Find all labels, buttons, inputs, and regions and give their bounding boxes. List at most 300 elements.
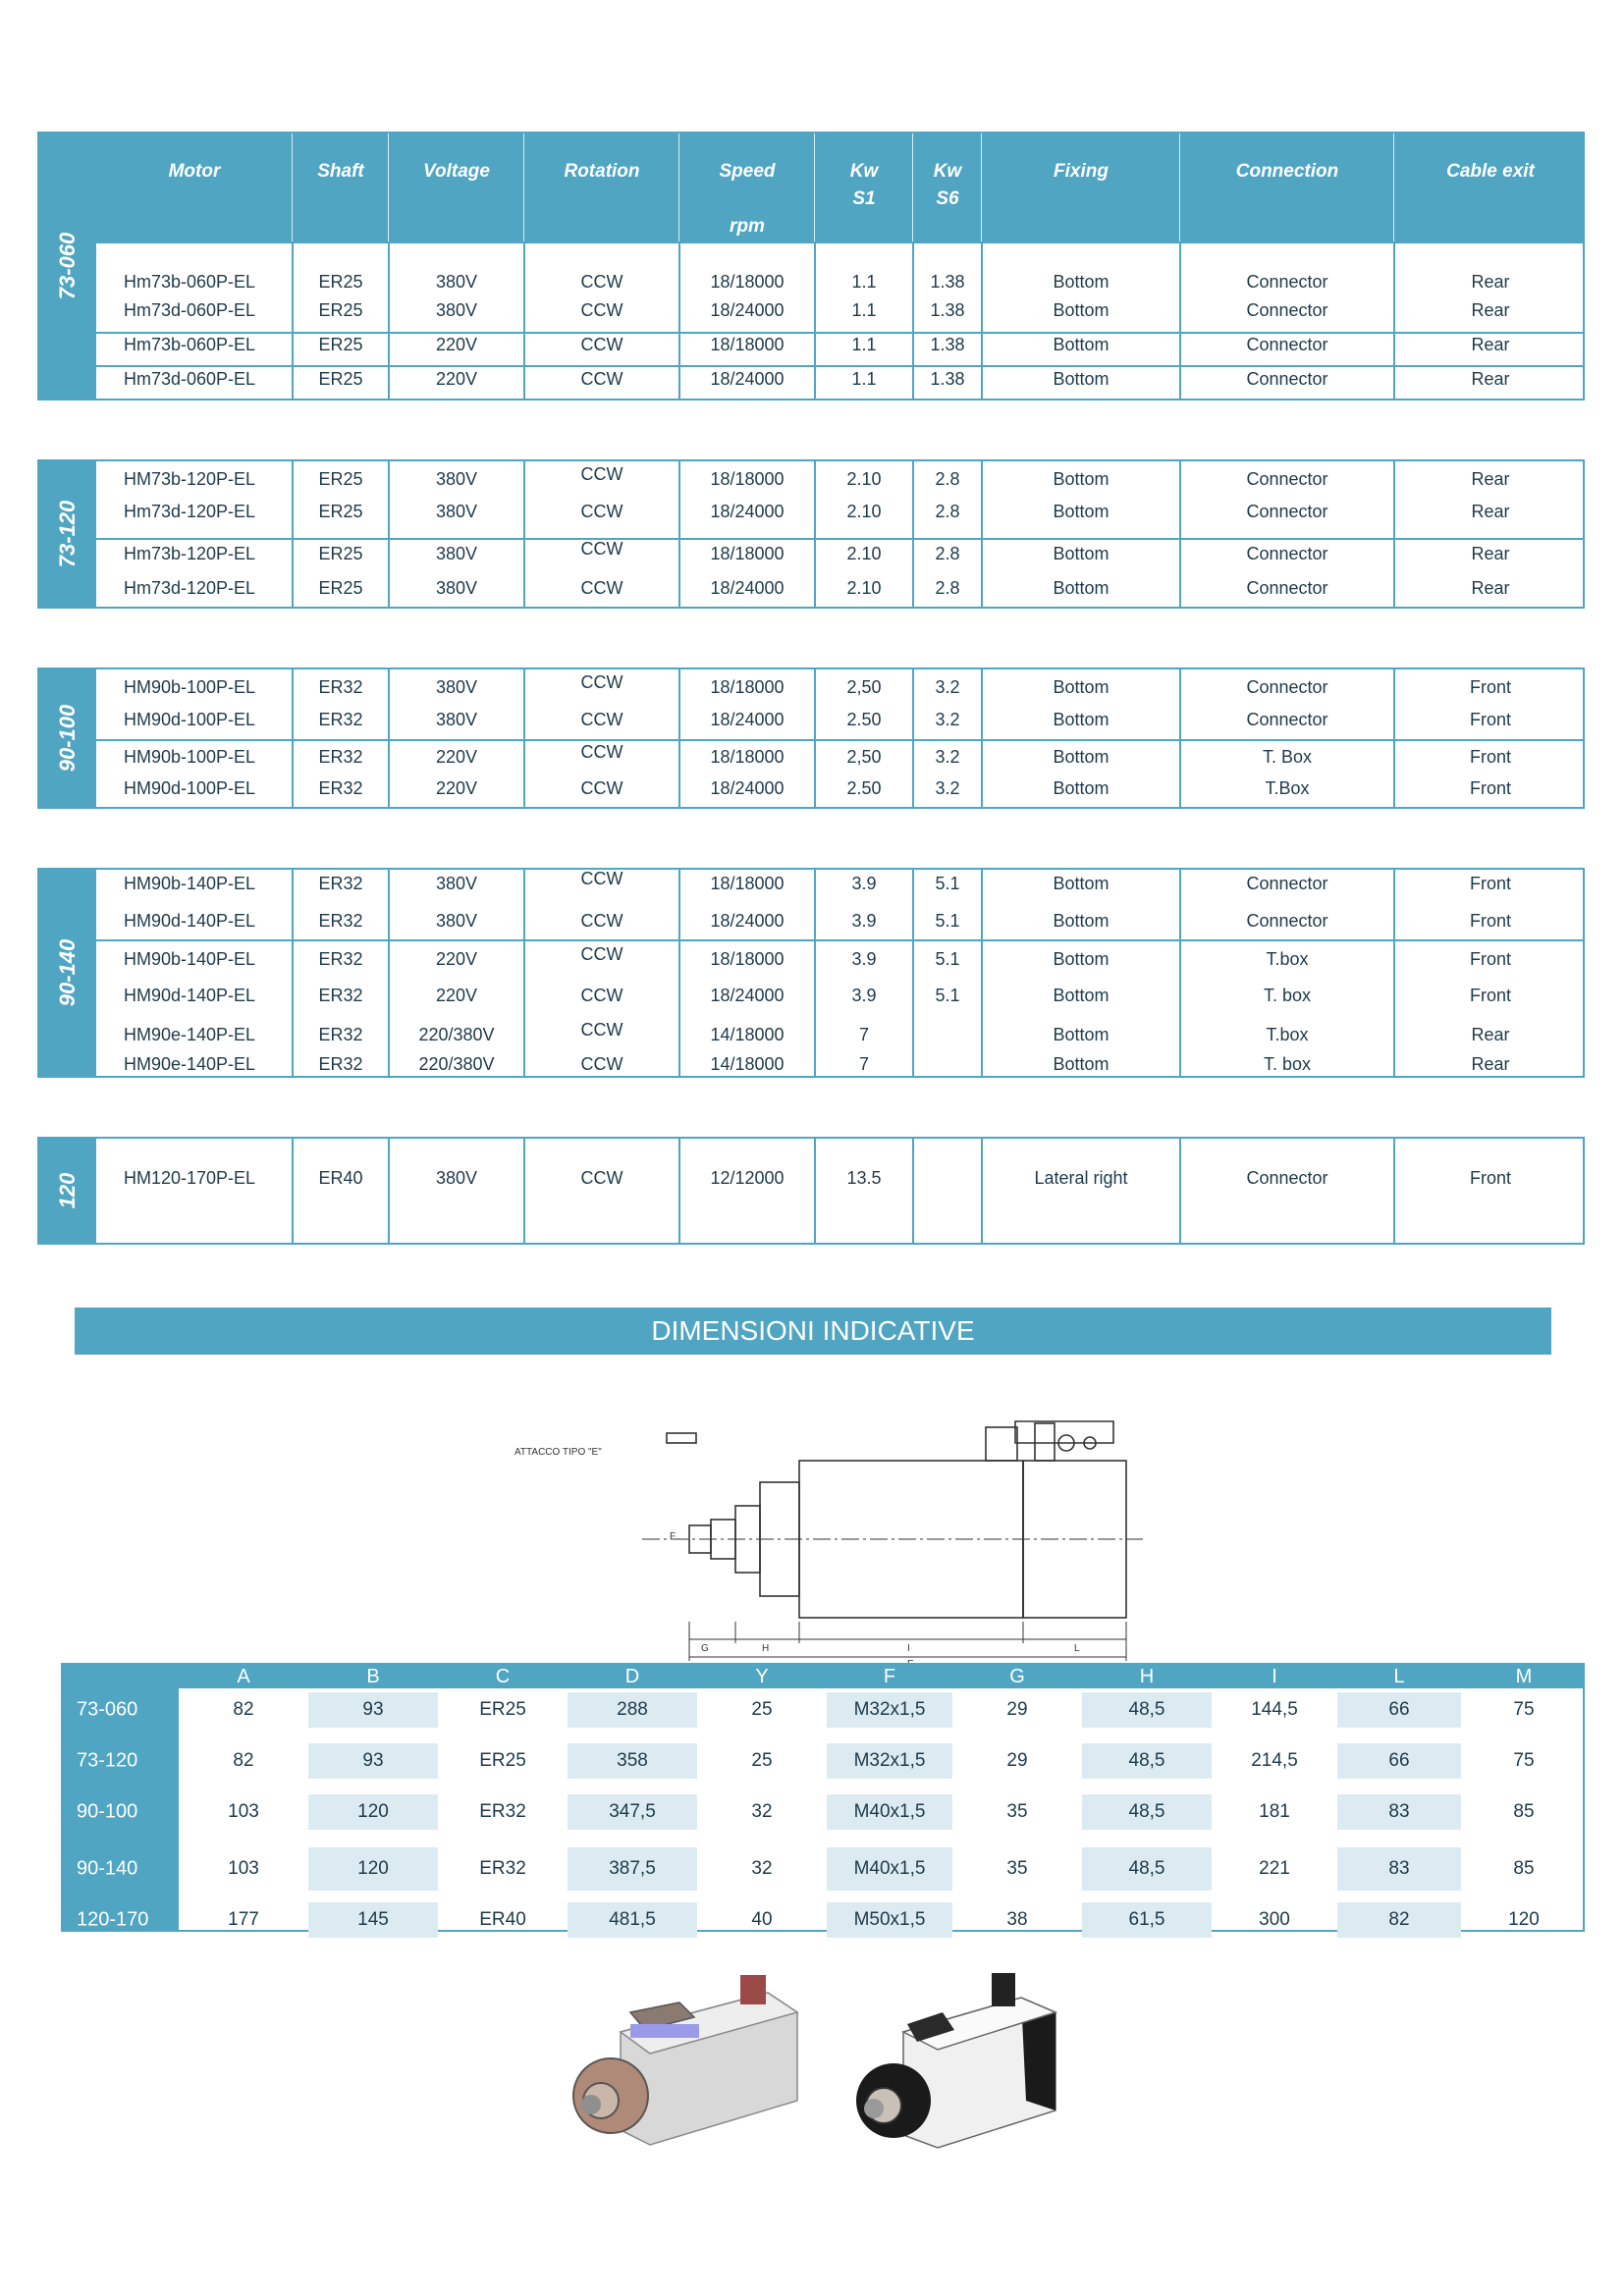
- spec-cell: Connector: [1246, 335, 1328, 354]
- dims-value: 66: [1388, 1750, 1410, 1771]
- column-divider: [981, 1139, 983, 1243]
- column-header: [1394, 133, 1587, 241]
- motor-model: HM90b-100P-EL: [124, 677, 256, 697]
- motor-model: Hm73d-120P-EL: [124, 578, 256, 598]
- spec-cell: 2.50: [846, 710, 882, 729]
- spec-cell: Bottom: [1053, 1025, 1110, 1044]
- spec-cell: Front: [1469, 874, 1511, 893]
- spec-cell: 18/18000: [710, 874, 785, 893]
- column-divider: [912, 1139, 914, 1243]
- dims-row-label: 90-140: [77, 1857, 138, 1880]
- spec-cell: 5.1: [935, 949, 960, 969]
- dims-column-header: I: [1272, 1666, 1277, 1687]
- spec-cell: CCW: [580, 1020, 623, 1040]
- spec-cell: 380V: [435, 502, 478, 521]
- spec-cell: Connector: [1246, 874, 1328, 893]
- dims-value: 85: [1513, 1801, 1535, 1822]
- dims-value: 82: [1388, 1909, 1410, 1930]
- spec-cell: ER25: [318, 469, 363, 489]
- column-divider: [292, 1139, 294, 1243]
- spec-cell: CCW: [580, 539, 623, 559]
- motor-model: HM73b-120P-EL: [124, 469, 256, 489]
- spec-cell: T.box: [1266, 949, 1309, 969]
- spec-cell: T. box: [1263, 1054, 1312, 1074]
- group-label: 90-100: [55, 704, 80, 773]
- dims-value: 66: [1388, 1699, 1410, 1720]
- motor-model: HM90b-140P-EL: [124, 949, 256, 969]
- spec-cell: CCW: [580, 1168, 623, 1188]
- column-divider: [1393, 1139, 1395, 1243]
- dims-value: M40x1,5: [853, 1801, 926, 1822]
- spec-cell: 1.38: [930, 335, 965, 354]
- spec-cell: Rear: [1471, 578, 1510, 598]
- dims-row-label: 73-060: [77, 1698, 138, 1721]
- dimension-letter: H: [762, 1643, 770, 1654]
- spec-cell: ER32: [318, 949, 363, 969]
- spec-cell: CCW: [580, 710, 623, 729]
- dims-value: 25: [751, 1699, 773, 1720]
- spec-cell: ER32: [318, 911, 363, 931]
- dims-column-header: H: [1139, 1666, 1155, 1687]
- spec-cell: Bottom: [1053, 300, 1110, 320]
- motor-model: HM90e-140P-EL: [124, 1054, 256, 1074]
- motor-model: HM90b-140P-EL: [124, 874, 256, 893]
- spec-cell: T.Box: [1265, 778, 1310, 798]
- spec-group-1: [37, 459, 1585, 609]
- spec-cell: Rear: [1471, 469, 1510, 489]
- header-line-1: Kw: [849, 161, 879, 182]
- spec-cell: CCW: [580, 911, 623, 931]
- spec-cell: 380V: [435, 469, 478, 489]
- dims-value: 25: [751, 1750, 773, 1771]
- spec-cell: 1.1: [851, 369, 877, 389]
- spec-cell: Rear: [1471, 272, 1510, 292]
- header-line-1: Rotation: [564, 161, 640, 182]
- spec-cell: CCW: [580, 464, 623, 484]
- spec-cell: 220V: [435, 335, 478, 354]
- spec-cell: Front: [1469, 949, 1511, 969]
- spec-cell: 2.8: [935, 544, 960, 563]
- column-divider: [814, 1139, 816, 1243]
- spec-cell: Front: [1469, 1168, 1511, 1188]
- spec-cell: Bottom: [1053, 578, 1110, 598]
- dims-column-header: C: [495, 1666, 511, 1687]
- spec-cell: 380V: [435, 578, 478, 598]
- spec-cell: 18/24000: [710, 911, 785, 931]
- dims-value: 481,5: [609, 1909, 656, 1930]
- dimension-letter: I: [907, 1643, 910, 1654]
- spec-cell: Bottom: [1053, 677, 1110, 697]
- section-banner: DIMENSIONI INDICATIVE: [75, 1308, 1551, 1355]
- spec-cell: 5.1: [935, 986, 960, 1005]
- group-side-label: [39, 669, 96, 807]
- spec-cell: CCW: [580, 742, 623, 762]
- dims-value: 61,5: [1128, 1909, 1165, 1930]
- spec-cell: 3.2: [935, 677, 960, 697]
- motor-model: HM120-170P-EL: [124, 1168, 256, 1188]
- dims-column-header: F: [883, 1666, 896, 1687]
- spec-cell: 18/18000: [710, 949, 785, 969]
- spec-cell: T.box: [1266, 1025, 1309, 1044]
- spec-cell: Connector: [1246, 578, 1328, 598]
- header-line-2: rpm: [730, 216, 765, 237]
- spec-cell: 18/24000: [710, 300, 785, 320]
- spec-cell: 220V: [435, 949, 478, 969]
- dims-value: 82: [233, 1699, 254, 1720]
- dims-value: 48,5: [1128, 1801, 1165, 1822]
- spec-cell: 18/18000: [710, 544, 785, 563]
- spec-cell: CCW: [580, 335, 623, 354]
- dims-column-header: A: [237, 1666, 250, 1687]
- spec-cell: 220V: [435, 369, 478, 389]
- motor-model: HM90d-140P-EL: [124, 911, 256, 931]
- spec-cell: 380V: [435, 677, 478, 697]
- spec-cell: 2,50: [846, 747, 882, 767]
- dims-value: 48,5: [1128, 1750, 1165, 1771]
- dims-value: 48,5: [1128, 1699, 1165, 1720]
- spec-cell: 380V: [435, 544, 478, 563]
- motor-photo-left: [562, 1973, 817, 2160]
- spec-cell: Connector: [1246, 544, 1328, 563]
- dims-row-label: 73-120: [77, 1749, 138, 1772]
- group-side-label: [39, 1139, 96, 1243]
- group-label: 90-140: [55, 938, 80, 1007]
- spec-cell: 3.9: [851, 911, 877, 931]
- dims-value: 177: [228, 1909, 259, 1930]
- dimension-letter: G: [701, 1643, 709, 1654]
- spec-cell: Bottom: [1053, 874, 1110, 893]
- spec-cell: Front: [1469, 778, 1511, 798]
- dims-value: ER40: [479, 1909, 526, 1930]
- motor-model: HM90e-140P-EL: [124, 1025, 256, 1044]
- dims-column-header: M: [1515, 1666, 1533, 1687]
- dims-value: M50x1,5: [853, 1909, 926, 1930]
- motor-model: HM90d-100P-EL: [124, 710, 256, 729]
- spec-cell: 2.10: [846, 544, 882, 563]
- header-line-2: S1: [852, 188, 876, 209]
- spec-cell: ER25: [318, 300, 363, 320]
- spec-cell: 18/24000: [710, 778, 785, 798]
- dims-value: ER32: [479, 1801, 526, 1822]
- spec-cell: Front: [1469, 747, 1511, 767]
- dims-value: 40: [751, 1909, 773, 1930]
- spec-cell: 2,50: [846, 677, 882, 697]
- spec-cell: 1.38: [930, 300, 965, 320]
- row-divider: [96, 739, 1583, 741]
- spec-cell: 1.38: [930, 272, 965, 292]
- spec-cell: 3.9: [851, 949, 877, 969]
- spec-cell: 2.8: [935, 469, 960, 489]
- spec-cell: Rear: [1471, 544, 1510, 563]
- dims-value: 144,5: [1251, 1699, 1298, 1720]
- spec-cell: ER32: [318, 747, 363, 767]
- spec-cell: ER40: [318, 1168, 363, 1188]
- header-line-1: Speed: [719, 161, 776, 182]
- spec-cell: CCW: [580, 300, 623, 320]
- dims-value: 288: [617, 1699, 648, 1720]
- spec-cell: ER25: [318, 502, 363, 521]
- spec-cell: CCW: [580, 578, 623, 598]
- spec-cell: CCW: [580, 1054, 623, 1074]
- spec-cell: 18/24000: [710, 986, 785, 1005]
- spec-cell: Bottom: [1053, 469, 1110, 489]
- dims-value: 82: [233, 1750, 254, 1771]
- spec-cell: 220/380V: [418, 1054, 495, 1074]
- spec-cell: Front: [1469, 710, 1511, 729]
- dims-value: 35: [1006, 1858, 1028, 1879]
- spec-cell: CCW: [580, 869, 623, 888]
- column-header: [679, 133, 815, 241]
- motor-model: HM90d-140P-EL: [124, 986, 256, 1005]
- spec-cell: 18/18000: [710, 677, 785, 697]
- motor-photo-right: [844, 1973, 1070, 2160]
- spec-cell: 7: [858, 1025, 869, 1044]
- spec-cell: 2.10: [846, 469, 882, 489]
- motor-model: Hm73b-060P-EL: [124, 272, 256, 292]
- dimension-letter: F: [670, 1531, 677, 1542]
- spec-cell: 220/380V: [418, 1025, 495, 1044]
- column-header: [982, 133, 1180, 241]
- dims-column-header: B: [366, 1666, 380, 1687]
- spec-cell: ER25: [318, 578, 363, 598]
- spec-cell: 18/24000: [710, 502, 785, 521]
- dimension-letter: L: [1074, 1643, 1080, 1654]
- dims-column-header: G: [1009, 1666, 1025, 1687]
- spec-cell: Rear: [1471, 300, 1510, 320]
- dims-value: M32x1,5: [853, 1699, 926, 1720]
- spec-group-0: [37, 132, 1585, 400]
- column-divider: [523, 1139, 525, 1243]
- spec-cell: 18/24000: [710, 578, 785, 598]
- spec-cell: Bottom: [1053, 502, 1110, 521]
- spec-cell: Connector: [1246, 469, 1328, 489]
- spec-group-3: [37, 868, 1585, 1078]
- group-label: 120: [55, 1172, 80, 1209]
- dims-value: 120: [357, 1801, 389, 1822]
- dims-value: 85: [1513, 1858, 1535, 1879]
- spec-cell: 1.1: [851, 335, 877, 354]
- dims-value: 83: [1388, 1801, 1410, 1822]
- dims-value: 35: [1006, 1801, 1028, 1822]
- spec-cell: CCW: [580, 272, 623, 292]
- spec-cell: 18/24000: [710, 710, 785, 729]
- column-header: [293, 133, 389, 241]
- dimensions-table: [61, 1663, 1585, 1932]
- dims-row-label: 90-100: [77, 1800, 138, 1823]
- spec-cell: Front: [1469, 911, 1511, 931]
- dims-value: 29: [1006, 1699, 1028, 1720]
- dims-value: 387,5: [609, 1858, 656, 1879]
- dims-value: 347,5: [609, 1801, 656, 1822]
- spec-cell: 380V: [435, 710, 478, 729]
- spec-cell: Bottom: [1053, 272, 1110, 292]
- header-line-1: Voltage: [423, 161, 490, 182]
- motor-model: Hm73b-060P-EL: [124, 335, 256, 354]
- dims-value: 32: [751, 1858, 773, 1879]
- dims-value: 83: [1388, 1858, 1410, 1879]
- spec-cell: T. Box: [1262, 747, 1313, 767]
- motor-model: HM90b-100P-EL: [124, 747, 256, 767]
- spec-cell: ER25: [318, 272, 363, 292]
- spec-cell: ER32: [318, 986, 363, 1005]
- motor-model: HM90d-100P-EL: [124, 778, 256, 798]
- column-divider: [388, 1139, 390, 1243]
- spec-cell: Connector: [1246, 911, 1328, 931]
- spec-cell: Bottom: [1053, 710, 1110, 729]
- spec-cell: T. box: [1263, 986, 1312, 1005]
- column-header: [913, 133, 982, 241]
- row-divider: [96, 939, 1583, 941]
- group-side-label: [39, 461, 96, 607]
- spec-cell: CCW: [580, 986, 623, 1005]
- dims-value: 214,5: [1251, 1750, 1298, 1771]
- row-divider: [96, 538, 1583, 540]
- row-divider: [96, 365, 1583, 367]
- dims-value: 145: [357, 1909, 389, 1930]
- motor-model: Hm73d-120P-EL: [124, 502, 256, 521]
- header-line-1: Cable exit: [1446, 161, 1535, 182]
- spec-cell: Connector: [1246, 272, 1328, 292]
- spec-cell: ER25: [318, 544, 363, 563]
- dims-value: M40x1,5: [853, 1858, 926, 1879]
- dims-value: M32x1,5: [853, 1750, 926, 1771]
- header-line-1: Kw: [933, 161, 962, 182]
- dimension-drawing: [505, 1404, 1172, 1669]
- motor-model: Hm73b-120P-EL: [124, 544, 256, 563]
- dims-value: 103: [228, 1858, 259, 1879]
- spec-cell: Bottom: [1053, 369, 1110, 389]
- column-header: [389, 133, 524, 241]
- spec-cell: 2.8: [935, 578, 960, 598]
- spec-cell: 3.2: [935, 778, 960, 798]
- spec-cell: CCW: [580, 369, 623, 389]
- group-label: 73-060: [55, 232, 80, 300]
- spec-cell: ER32: [318, 1025, 363, 1044]
- spec-cell: Bottom: [1053, 911, 1110, 931]
- spec-cell: Front: [1469, 677, 1511, 697]
- spec-cell: 18/24000: [710, 369, 785, 389]
- dims-column-header: Y: [755, 1666, 769, 1687]
- spec-cell: 18/18000: [710, 469, 785, 489]
- spec-cell: ER32: [318, 1054, 363, 1074]
- spec-cell: ER32: [318, 710, 363, 729]
- spec-cell: CCW: [580, 502, 623, 521]
- spec-cell: ER32: [318, 778, 363, 798]
- spec-cell: 14/18000: [710, 1054, 785, 1074]
- spec-cell: Connector: [1246, 677, 1328, 697]
- dims-value: ER25: [479, 1750, 526, 1771]
- spec-cell: 2.8: [935, 502, 960, 521]
- dims-value: 300: [1259, 1909, 1290, 1930]
- spec-cell: Connector: [1246, 300, 1328, 320]
- spec-cell: ER25: [318, 335, 363, 354]
- spec-group-4: [37, 1137, 1585, 1245]
- spec-group-2: [37, 667, 1585, 809]
- dims-value: 120: [357, 1858, 389, 1879]
- spec-cell: 380V: [435, 272, 478, 292]
- spec-cell: 3.9: [851, 874, 877, 893]
- dims-value: 75: [1513, 1699, 1535, 1720]
- dims-value: 358: [617, 1750, 648, 1771]
- spec-cell: 1.1: [851, 272, 877, 292]
- header-line-1: Connection: [1235, 161, 1339, 182]
- group-side-label: [39, 870, 96, 1076]
- spec-cell: Rear: [1471, 502, 1510, 521]
- spec-cell: Connector: [1246, 502, 1328, 521]
- dims-value: 120: [1508, 1909, 1540, 1930]
- spec-cell: 5.1: [935, 911, 960, 931]
- motor-model: Hm73d-060P-EL: [124, 300, 256, 320]
- dims-value: ER32: [479, 1858, 526, 1879]
- spec-cell: Lateral right: [1034, 1168, 1128, 1188]
- column-header: [524, 133, 679, 241]
- dims-row-label: 120-170: [77, 1908, 149, 1931]
- spec-cell: 1.1: [851, 300, 877, 320]
- spec-cell: 380V: [435, 874, 478, 893]
- header-line-1: Fixing: [1054, 161, 1109, 182]
- spec-cell: 220V: [435, 747, 478, 767]
- spec-cell: 2.10: [846, 578, 882, 598]
- spec-cell: 380V: [435, 911, 478, 931]
- spec-cell: ER32: [318, 874, 363, 893]
- spec-cell: 2.50: [846, 778, 882, 798]
- dims-value: 38: [1006, 1909, 1028, 1930]
- motor-model: Hm73d-060P-EL: [124, 369, 256, 389]
- dims-value: 32: [751, 1801, 773, 1822]
- spec-cell: 3.2: [935, 710, 960, 729]
- spec-cell: Bottom: [1053, 544, 1110, 563]
- spec-cell: Connector: [1246, 1168, 1328, 1188]
- dims-value: 29: [1006, 1750, 1028, 1771]
- spec-cell: Bottom: [1053, 747, 1110, 767]
- spec-cell: 1.38: [930, 369, 965, 389]
- spec-cell: Rear: [1471, 1025, 1510, 1044]
- spec-cell: 18/18000: [710, 335, 785, 354]
- dims-value: 93: [362, 1750, 384, 1771]
- attach-label: ATTACCO TIPO "E": [514, 1447, 602, 1458]
- header-line-1: Motor: [168, 161, 221, 182]
- spec-cell: ER32: [318, 677, 363, 697]
- spec-cell: Bottom: [1053, 986, 1110, 1005]
- spec-cell: Bottom: [1053, 778, 1110, 798]
- dims-value: 75: [1513, 1750, 1535, 1771]
- spec-cell: 5.1: [935, 874, 960, 893]
- spec-cell: CCW: [580, 672, 623, 692]
- spec-cell: 18/18000: [710, 747, 785, 767]
- dims-value: 48,5: [1128, 1858, 1165, 1879]
- spec-cell: 7: [858, 1054, 869, 1074]
- spec-cell: 2.10: [846, 502, 882, 521]
- spec-cell: 380V: [435, 300, 478, 320]
- header-line-2: S6: [936, 188, 959, 209]
- spec-cell: Front: [1469, 986, 1511, 1005]
- dims-value: 181: [1259, 1801, 1290, 1822]
- spec-cell: Bottom: [1053, 1054, 1110, 1074]
- spec-cell: 12/12000: [710, 1168, 785, 1188]
- spec-cell: 220V: [435, 986, 478, 1005]
- dims-value: 93: [362, 1699, 384, 1720]
- dims-column-header: L: [1393, 1666, 1405, 1687]
- spec-cell: CCW: [580, 944, 623, 964]
- dims-column-header: D: [624, 1666, 640, 1687]
- dims-value: 221: [1259, 1858, 1290, 1879]
- spec-cell: Rear: [1471, 1054, 1510, 1074]
- spec-cell: CCW: [580, 778, 623, 798]
- column-header: [1180, 133, 1394, 241]
- spec-cell: ER25: [318, 369, 363, 389]
- spec-cell: 18/18000: [710, 272, 785, 292]
- group-side-label: [39, 133, 96, 399]
